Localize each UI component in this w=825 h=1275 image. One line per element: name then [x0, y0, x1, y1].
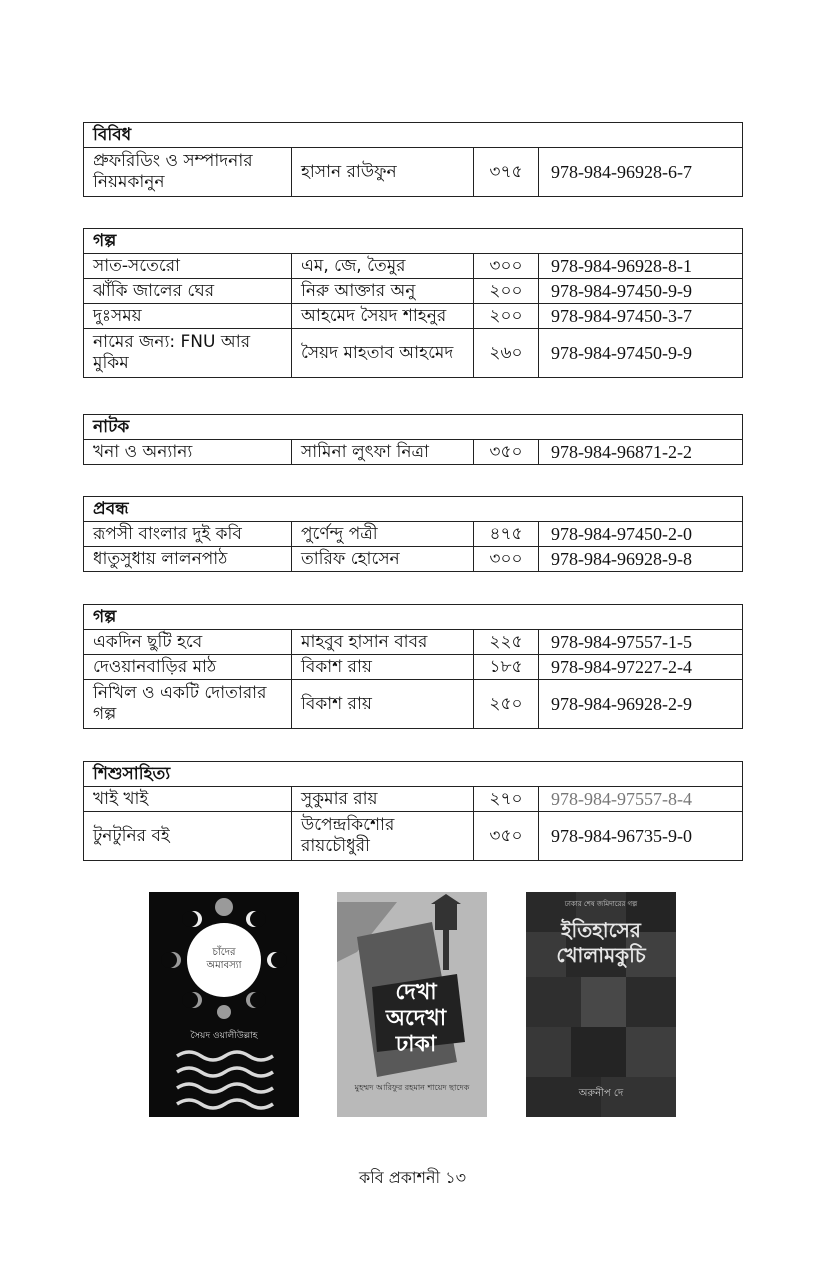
book-title: দুঃসময় [84, 304, 292, 329]
category-heading: নাটক [84, 415, 743, 440]
book-author: তারিফ হোসেন [292, 547, 474, 572]
book-isbn: 978-984-96928-9-8 [539, 547, 743, 572]
book-isbn: 978-984-97557-1-5 [539, 630, 743, 655]
book-title: সাত-সতেরো [84, 254, 292, 279]
book-cover-chander-amabosya [149, 892, 299, 1117]
book-price: ৩৫০ [474, 812, 539, 861]
book-title: একদিন ছুটি হবে [84, 630, 292, 655]
book-isbn: 978-984-97450-9-9 [539, 279, 743, 304]
book-title: রূপসী বাংলার দুই কবি [84, 522, 292, 547]
table-row [84, 254, 743, 279]
category-table-probondho [83, 496, 743, 572]
book-price: ৩০০ [474, 547, 539, 572]
category-heading: বিবিধ [84, 123, 743, 148]
category-table-golpo-2 [83, 604, 743, 729]
cover-author: মুহম্মদ আরিফুর রহমান শায়েদ ছাদেক [354, 1083, 470, 1092]
book-author: বিকাশ রায় [292, 680, 474, 729]
book-title: প্রুফরিডিং ও সম্পাদনার নিয়মকানুন [84, 148, 292, 197]
book-title: নিখিল ও একটি দোতারার গল্প [84, 680, 292, 729]
book-price: ২৬০ [474, 329, 539, 378]
book-author: উপেন্দ্রকিশোর রায়চৌধুরী [292, 812, 474, 861]
moon-phases-icon [149, 892, 299, 1117]
table-row [84, 522, 743, 547]
book-author: নিরু আক্তার অনু [292, 279, 474, 304]
book-isbn: 978-984-97450-9-9 [539, 329, 743, 378]
book-price: ২০০ [474, 304, 539, 329]
book-isbn: 978-984-97227-2-4 [539, 655, 743, 680]
cover-title: ইতিহাসের খোলামকুচি [556, 918, 646, 967]
table-row [84, 304, 743, 329]
book-title: খাই খাই [84, 787, 292, 812]
book-title: ধাতুসুধায় লালনপাঠ [84, 547, 292, 572]
book-isbn: 978-984-96928-6-7 [539, 148, 743, 197]
book-price: ৩০০ [474, 254, 539, 279]
table-row [84, 680, 743, 729]
book-cover-dekha-odekha-dhaka [337, 892, 487, 1117]
table-row [84, 148, 743, 197]
table-row [84, 279, 743, 304]
category-heading: শিশুসাহিত্য [84, 762, 743, 787]
book-isbn: 978-984-97450-2-0 [539, 522, 743, 547]
page-footer: কবি প্রকাশনী ১৩ [358, 1168, 466, 1187]
book-isbn: 978-984-96871-2-2 [539, 440, 743, 465]
book-cover-itihaser-kholamkuchi [526, 892, 676, 1117]
book-author: সুকুমার রায় [292, 787, 474, 812]
category-table-bibidh [83, 122, 743, 197]
cover-author: সৈয়দ ওয়ালীউল্লাহ [190, 1031, 258, 1041]
book-title: টুনটুনির বই [84, 812, 292, 861]
cover-title: চাঁদের অমাবস্যা [206, 947, 242, 971]
book-price: ২৫০ [474, 680, 539, 729]
book-isbn: 978-984-96928-8-1 [539, 254, 743, 279]
table-row [84, 787, 743, 812]
table-row [84, 329, 743, 378]
book-author: বিকাশ রায় [292, 655, 474, 680]
category-table-golpo [83, 228, 743, 378]
cover-subtitle: ঢাকার শেষ জমিদারের গল্প [564, 900, 638, 908]
book-price: ৩৫০ [474, 440, 539, 465]
book-title: নামের জন্য: FNU আর মুকিম [84, 329, 292, 378]
book-author: সৈয়দ মাহতাব আহমেদ [292, 329, 474, 378]
book-isbn: 978-984-97557-8-4 [539, 787, 743, 812]
book-author: মাহবুব হাসান বাবর [292, 630, 474, 655]
book-price: ৪৭৫ [474, 522, 539, 547]
book-price: ৩৭৫ [474, 148, 539, 197]
book-isbn: 978-984-96735-9-0 [539, 812, 743, 861]
category-heading: গল্প [84, 605, 743, 630]
book-title: খনা ও অন্যান্য [84, 440, 292, 465]
category-table-natok [83, 414, 743, 465]
book-title: ঝাঁকি জালের ঘের [84, 279, 292, 304]
book-author: এম, জে, তৈমুর [292, 254, 474, 279]
book-price: ২০০ [474, 279, 539, 304]
book-author: সামিনা লুৎফা নিত্রা [292, 440, 474, 465]
cover-title: দেখা অদেখা ঢাকা [385, 980, 447, 1057]
category-heading: প্রবন্ধ [84, 497, 743, 522]
book-price: ১৮৫ [474, 655, 539, 680]
book-author: পুর্ণেন্দু পত্রী [292, 522, 474, 547]
book-title: দেওয়ানবাড়ির মাঠ [84, 655, 292, 680]
cover-author: অরুনীপ দে [578, 1088, 624, 1099]
book-price: ২২৫ [474, 630, 539, 655]
category-table-shishusahitto [83, 761, 743, 861]
category-heading: গল্প [84, 229, 743, 254]
table-row [84, 440, 743, 465]
table-row [84, 630, 743, 655]
table-row [84, 812, 743, 861]
table-row [84, 547, 743, 572]
table-row [84, 655, 743, 680]
book-author: আহমেদ সৈয়দ শাহনুর [292, 304, 474, 329]
book-isbn: 978-984-97450-3-7 [539, 304, 743, 329]
book-author: হাসান রাউফুন [292, 148, 474, 197]
book-isbn: 978-984-96928-2-9 [539, 680, 743, 729]
book-price: ২৭০ [474, 787, 539, 812]
